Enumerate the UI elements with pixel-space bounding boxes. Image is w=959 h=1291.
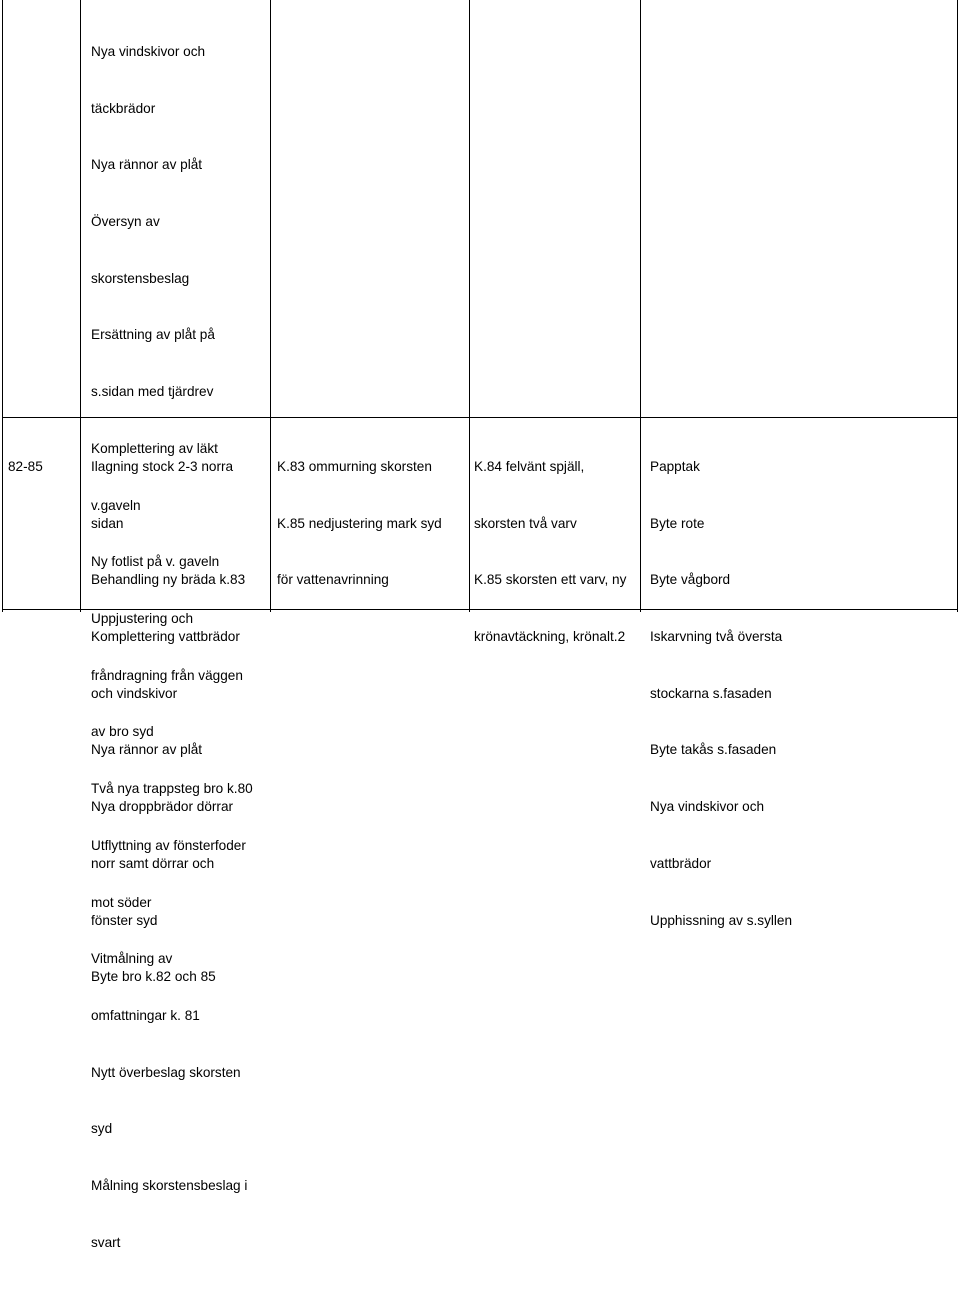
cell-line: Utflyttning av fönsterfoder (91, 837, 246, 853)
cell-line: fråndragning från väggen (91, 667, 243, 683)
cell-line: Komplettering vattbrädor (91, 628, 240, 644)
cell-line: Två nya trappsteg bro k.80 (91, 781, 253, 797)
column-divider (80, 0, 81, 612)
cell-line: täckbrädor (91, 100, 156, 116)
cell-line: Ersättning av plåt på (91, 327, 215, 343)
column-divider (469, 0, 470, 612)
cell-line: K.85 nedjustering mark syd (277, 515, 442, 531)
cell-line: Nya rännor av plåt (91, 742, 203, 758)
table-row-1-col4 (474, 420, 626, 685)
column-divider (640, 0, 641, 612)
cell-line: Översyn av (91, 213, 160, 229)
cell-line: norr samt dörrar och (91, 855, 215, 871)
cell-line: Nya vindskivor och (91, 43, 206, 59)
cell-line: K.84 felvänt spjäll, (474, 458, 585, 474)
cell-line: Nya rännor av plåt (91, 157, 203, 173)
cell-line: fönster syd (91, 912, 158, 928)
cell-line: Uppjustering och (91, 611, 194, 626)
column-divider (2, 0, 3, 612)
cell-line: Nytt överbeslag skorsten (91, 1064, 241, 1080)
cell-line: stockarna s.fasaden (650, 685, 772, 701)
cell-line: för vattenavrinning (277, 572, 389, 588)
cell-line: mot söder (91, 894, 152, 910)
cell-line: Byte rote (650, 515, 705, 531)
cell-line: Iskarvning två översta (650, 628, 783, 644)
table-row-1-col3 (277, 420, 442, 628)
cell-line: Nya vindskivor och (650, 799, 765, 815)
cell-line: Komplettering av läkt (91, 440, 218, 456)
cell-line: Byte takås s.fasaden (650, 742, 777, 758)
cell-line: vattbrädor (650, 855, 712, 871)
cell-line: s.sidan med tjärdrev (91, 384, 214, 400)
cell-line: Ny fotlist på v. gaveln (91, 554, 220, 570)
cell-line: skorsten två varv (474, 515, 577, 531)
cell-line: omfattningar k. 81 (91, 1008, 200, 1024)
cell-line: svart (91, 1234, 121, 1250)
cell-line: Målning skorstensbeslag i (91, 1178, 248, 1194)
cell-line: Byte vågbord (650, 572, 731, 588)
table-row-1-period (8, 420, 43, 515)
cell-line: v.gaveln (91, 497, 141, 513)
cell-line: Behandling ny bräda k.83 (91, 572, 246, 588)
cell-line: sidan (91, 515, 124, 531)
cell-line: och vindskivor (91, 685, 178, 701)
cell-line: K.83 ommurning skorsten (277, 458, 432, 474)
cell-line: syd (91, 1121, 113, 1137)
cell-line: krönavtäckning, krönalt.2 (474, 628, 626, 644)
cell-line: Ilagning stock 2-3 norra (91, 458, 234, 474)
table-row-1-col5 (650, 420, 792, 968)
period-label: 82-85 (8, 458, 43, 474)
cell-line: Upphissning av s.syllen (650, 912, 793, 928)
cell-line: Vitmålning av (91, 951, 173, 967)
table-row-1-col2 (91, 420, 245, 1025)
cell-line: Byte bro k.82 och 85 (91, 969, 216, 985)
cell-line: K.85 skorsten ett varv, ny (474, 572, 627, 588)
cell-line: Nya droppbrädor dörrar (91, 799, 234, 815)
column-divider (270, 0, 271, 612)
cell-line: skorstensbeslag (91, 270, 190, 286)
cell-line: Papptak (650, 458, 700, 474)
column-divider (957, 0, 958, 612)
cell-line: av bro syd (91, 724, 154, 740)
